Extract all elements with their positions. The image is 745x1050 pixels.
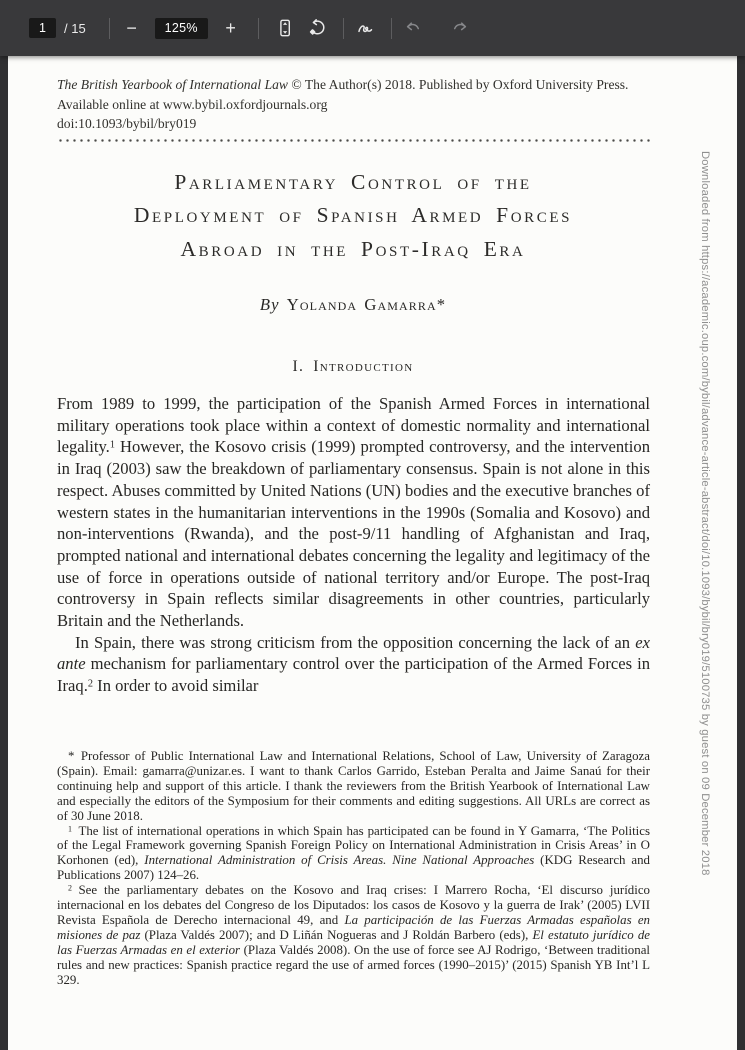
undo-button[interactable] (401, 16, 425, 40)
footnotes-block (57, 749, 650, 988)
minus-icon: − (126, 18, 137, 38)
zoom-in-button[interactable] (219, 16, 243, 40)
download-watermark: Downloaded from https://academic.oup.com/bybil/advance-article-abstract/doi/10.1093/bybil/bry019/5100735 by guest on 09 December 2018 (699, 151, 711, 876)
dotted-separator (57, 139, 650, 142)
article-title-line: Parliamentary Control of the (174, 170, 532, 194)
zoom-level-display: 125% (155, 18, 208, 39)
annotate-button[interactable] (354, 16, 378, 40)
page-count-label: / 15 (64, 20, 86, 36)
page-number-input[interactable] (29, 18, 56, 38)
publication-header (57, 75, 647, 134)
doi-line: doi:10.1093/bybil/bry019 (57, 116, 197, 132)
redo-icon (450, 18, 470, 38)
toolbar-divider (391, 18, 392, 39)
pdf-page (8, 56, 737, 1050)
paragraph: From 1989 to 1999, the participation of the Spanish Armed Forces in international military operations took place within a context of domestic normality and international legality.$^1$ However, the Kosovo crisis (1999) prompted controversy, and the intervention in Iraq (2003) saw the breakdown of parliamentary consensus. Spain is not alone in this respect. Abuses committed by United Nations (UN) bodies and the executive branches of western states in the humanitarian interventions in the 1990s (Somalia and Kosovo) and non-interventions (Rwanda), and the post-9/11 handling of Afghanistan and Iraq, prompted national and international debates concerning the legality and legitimacy of the use of force in operations outside of national territory and/or Europe. The post-Iraq controversy in Spain reflects similar disagreements in other countries, particularly Britain and the Netherlands. (57, 394, 650, 631)
draw-annotation-icon (355, 18, 377, 38)
rotate-button[interactable] (306, 16, 330, 40)
paragraph: In Spain, there was strong criticism from the opposition concerning the lack of an ex ante mechanism for parliamentary control over the participation of the Armed Forces in Iraq.$^2$ In order to avoid similar (57, 632, 650, 696)
article-body (57, 393, 650, 697)
fit-to-page-button[interactable] (273, 16, 297, 40)
footnote-2: $^2$ See the parliamentary debates on the Kosovo and Iraq crises: I Marrero Rocha, ‘El discurso jurídico internacional en los debates del Congreso de los Diputados: los casos de Kosovo y la guerra de Irak’ (2005) LVII Revista Española de Derecho internacional 49, and La participación de las Fuerzas Armadas españolas en misiones de paz (Plaza Valdés 2007); and D Liñán Nogueras and J Roldán Barbero (eds), El estatuto jurídico de las Fuerzas Armadas en el exterior (Plaza Valdés 2008). On the use of force see AJ Rodrigo, ‘Between traditional rules and new practices: Spanish practice regard the use of armed forces (1990–2015)’ (2015) Spanish YB Int’l L 329. (57, 883, 650, 987)
fit-to-page-icon (275, 18, 295, 38)
footnote-1: $^1$ The list of international operations in which Spain has participated can be found in Y Gamarra, ‘The Politics of the Legal Framework governing Spanish Foreign Policy on International Administration in Crisis Areas’ in O Korhonen (ed), International Administration of Crisis Areas. Nine National Approaches (KDG Research and Publications 2007) 124–26. (57, 823, 650, 883)
toolbar-divider (258, 18, 259, 39)
footnote-affiliation: * Professor of Public International Law and International Relations, School of Law, University of Zaragoza (Spain). Email: gamarra@unizar.es. I want to thank Carlos Garrido, Esteban Peralta and Jaime Sanaú for their continuing help and support of this article. I thank the reviewers from the British Yearbook of International Law and especially the editors of the Symposium for their comments and editing suggestions. All URLs are correct as of 30 June 2018. (57, 749, 650, 823)
publication-credit-line: The British Yearbook of International Law © The Author(s) 2018. Published by Oxford University Press. Available online at www.bybil.oxfordjournals.org (57, 77, 629, 112)
article-title (28, 166, 678, 266)
plus-icon: + (225, 18, 236, 38)
article-title-line: Deployment of Spanish Armed Forces (133, 203, 573, 228)
undo-icon (403, 18, 423, 38)
redo-button[interactable] (448, 16, 472, 40)
section-heading-introduction: I. Introduction (292, 358, 414, 375)
rotate-counterclockwise-icon (308, 18, 328, 38)
article-title-line: Abroad in the Post-Iraq Era (180, 236, 526, 261)
toolbar-divider (343, 18, 344, 39)
pdf-toolbar (0, 0, 745, 56)
toolbar-divider (109, 18, 110, 39)
zoom-out-button[interactable] (120, 16, 144, 40)
author-byline: By Yolanda Gamarra* (259, 295, 447, 314)
